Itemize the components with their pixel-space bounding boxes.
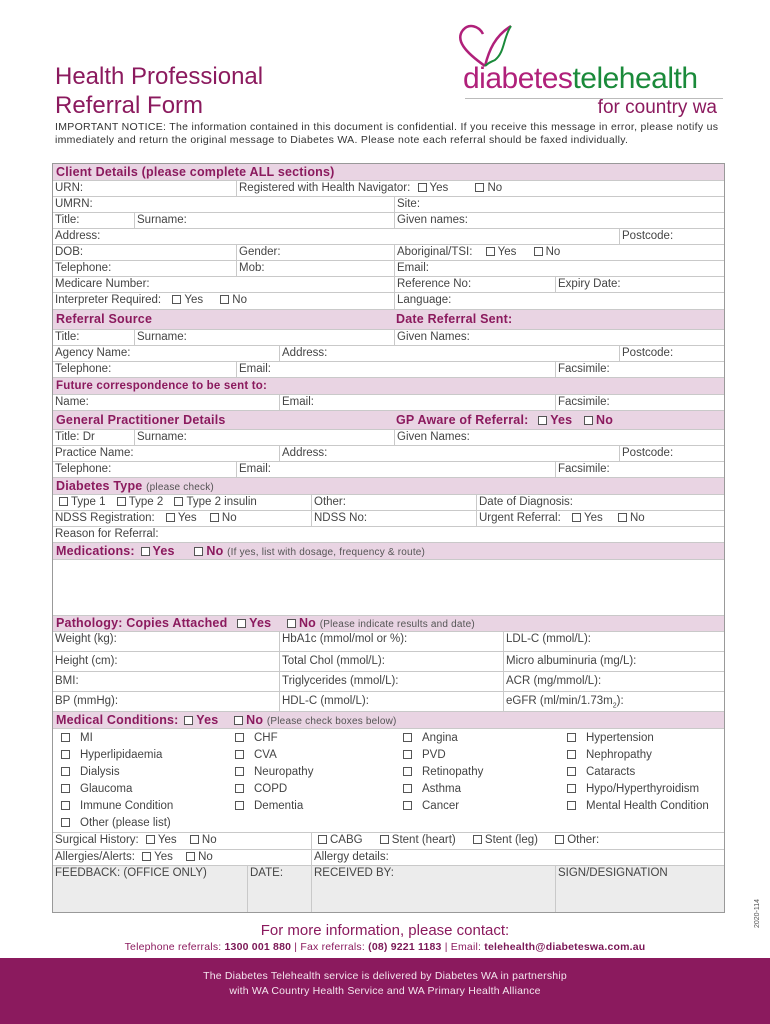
gp-aware-no-checkbox[interactable] xyxy=(584,416,593,425)
condition-checkbox[interactable] xyxy=(61,750,70,759)
medications-textarea[interactable] xyxy=(53,560,724,616)
condition-checkbox[interactable] xyxy=(235,750,244,759)
condition-label: Dialysis xyxy=(80,766,120,778)
referrer-facsimile-field[interactable]: Facsimile: xyxy=(555,362,726,377)
expiry-date-field[interactable]: Expiry Date: xyxy=(555,277,726,292)
referral-source-header: Referral Source Date Referral Sent: xyxy=(53,310,724,330)
condition-label: Hypo/Hyperthyroidism xyxy=(586,783,700,795)
referrer-given-names-field[interactable]: Given Names: xyxy=(394,330,726,345)
condition-item xyxy=(231,799,303,814)
practice-name-field[interactable]: Practice Name: xyxy=(55,447,134,459)
condition-item xyxy=(399,765,483,780)
condition-item xyxy=(57,748,162,763)
ndss-yes-checkbox[interactable] xyxy=(166,513,175,522)
condition-item xyxy=(57,816,171,831)
condition-label: PVD xyxy=(422,749,446,761)
contact-details: Telephone referrals: 1300 001 880 | Fax referrals: (08) 9221 1183 | Email: telehealth@diabeteswa.com.au xyxy=(124,941,646,953)
referrer-title-field[interactable]: Title: xyxy=(55,331,80,343)
urgent-referral-field: Urgent Referral: Yes No xyxy=(476,511,726,526)
referrer-email-field[interactable]: Email: xyxy=(236,362,555,377)
condition-label: Angina xyxy=(422,732,458,744)
allergy-details-field[interactable]: Allergy details: xyxy=(311,850,726,865)
condition-label: Cancer xyxy=(422,800,460,812)
allergies-no-checkbox[interactable] xyxy=(186,852,195,861)
row-client-name xyxy=(53,213,724,229)
micro-albuminuria-field[interactable]: Micro albuminuria (mg/L): xyxy=(503,652,726,671)
condition-item xyxy=(563,748,652,763)
form-code: 2020-114 xyxy=(754,898,761,928)
acr-field[interactable]: ACR (mg/mmol/L): xyxy=(503,672,726,691)
diabetes-telehealth-logo: diabetestelehealth for country wa xyxy=(455,22,725,122)
urn-field[interactable]: URN: xyxy=(55,182,84,194)
feedback-field[interactable]: FEEDBACK: (OFFICE ONLY) xyxy=(55,867,207,879)
condition-checkbox[interactable] xyxy=(403,733,412,742)
agency-name-field[interactable]: Agency Name: xyxy=(55,347,131,359)
row-reason xyxy=(53,527,724,543)
condition-item xyxy=(399,748,446,763)
condition-item xyxy=(57,782,132,797)
medical-conditions-header: Medical Conditions: Yes No (Please check boxes below) xyxy=(53,712,724,729)
row-umrn xyxy=(53,197,724,213)
interpreter-no-checkbox[interactable] xyxy=(220,295,229,304)
row-client-telephone xyxy=(53,261,724,277)
condition-item xyxy=(563,765,635,780)
condition-label: COPD xyxy=(254,783,288,795)
row-urn xyxy=(53,181,724,197)
condition-checkbox[interactable] xyxy=(235,767,244,776)
egfr-field[interactable]: eGFR $(ml/\min/1.73m_2)$: xyxy=(503,692,726,711)
condition-checkbox[interactable] xyxy=(61,818,70,827)
medicare-number-field[interactable]: Medicare Number: xyxy=(55,278,150,290)
condition-checkbox[interactable] xyxy=(61,801,70,810)
pathology-header: Pathology: Copies Attached Yes No (Please indicate results and date) xyxy=(53,616,724,632)
condition-item xyxy=(399,782,461,797)
condition-item xyxy=(563,731,654,746)
condition-item xyxy=(231,748,277,763)
referral-form xyxy=(52,163,725,913)
row-referrer-contact xyxy=(53,362,724,378)
client-given-names-field[interactable]: Given names: xyxy=(394,213,726,228)
condition-label: Glaucoma xyxy=(80,783,133,795)
row-weight xyxy=(53,632,724,652)
conditions-yes-checkbox[interactable] xyxy=(184,716,193,725)
type1-checkbox[interactable] xyxy=(59,497,68,506)
client-address-field[interactable]: Address: xyxy=(55,230,101,242)
medical-conditions-list xyxy=(53,729,724,833)
condition-item xyxy=(231,782,287,797)
client-title-field[interactable]: Title: xyxy=(55,214,80,226)
navigator-no-checkbox[interactable] xyxy=(475,183,484,192)
condition-checkbox[interactable] xyxy=(403,767,412,776)
aboriginal-tsi-field: Aboriginal/TSI: Yes No xyxy=(394,245,726,260)
medications-header: Medications: Yes No (If yes, list with dosage, frequency & route) xyxy=(53,543,724,560)
dob-field[interactable]: DOB: xyxy=(55,246,84,258)
triglycerides-field[interactable]: Triglycerides (mmol/L): xyxy=(279,672,503,691)
condition-item xyxy=(231,731,278,746)
urgent-yes-checkbox[interactable] xyxy=(572,513,581,522)
correspondence-facsimile-field[interactable]: Facsimile: xyxy=(555,395,726,410)
ndss-number-field[interactable]: NDSS No: xyxy=(311,511,476,526)
type2-checkbox[interactable] xyxy=(117,497,126,506)
condition-label: Mental Health Condition xyxy=(586,800,709,812)
correspondence-email-field[interactable]: Email: xyxy=(279,395,555,410)
medications-no-checkbox[interactable] xyxy=(194,547,203,556)
condition-label: Dementia xyxy=(254,800,304,812)
row-gp-name xyxy=(53,430,724,446)
type2-insulin-checkbox[interactable] xyxy=(174,497,183,506)
gp-email-field[interactable]: Email: xyxy=(236,462,555,477)
condition-label: Hypertension xyxy=(586,732,654,744)
condition-checkbox[interactable] xyxy=(567,784,576,793)
contact-title: For more information, please contact: xyxy=(260,922,510,939)
office-use-section xyxy=(53,866,724,912)
condition-item xyxy=(57,799,173,814)
condition-label: Cataracts xyxy=(586,766,636,778)
condition-item xyxy=(231,765,313,780)
row-correspondence xyxy=(53,395,724,411)
aboriginal-no-checkbox[interactable] xyxy=(534,247,543,256)
important-notice: IMPORTANT NOTICE: The information contained in this document is confidential. If you receive this message in error, please notify us immediately and return the original message to Diabetes WA. Please note each referral should be faxed individually. xyxy=(55,121,719,146)
condition-checkbox[interactable] xyxy=(235,801,244,810)
condition-label: Hyperlipidaemia xyxy=(80,749,163,761)
gp-aware-yes-checkbox[interactable] xyxy=(538,416,547,425)
client-email-field[interactable]: Email: xyxy=(394,261,726,276)
weight-field[interactable]: Weight (kg): xyxy=(55,633,117,645)
client-postcode-field[interactable]: Postcode: xyxy=(619,229,726,244)
condition-label: Neuropathy xyxy=(254,766,314,778)
form-title: Health Professional Referral Form xyxy=(55,63,264,119)
urgent-no-checkbox[interactable] xyxy=(618,513,627,522)
stent-leg-checkbox[interactable] xyxy=(473,835,482,844)
practice-address-field[interactable]: Address: xyxy=(279,446,619,461)
email-link[interactable]: telehealth@diabeteswa.com.au xyxy=(484,941,646,953)
diabetes-type-header: Diabetes Type (please check) xyxy=(53,478,724,495)
future-correspondence-header: Future correspondence to be sent to: xyxy=(53,378,724,395)
allergies-yes-checkbox[interactable] xyxy=(142,852,151,861)
diagnosis-date-field[interactable]: Date of Diagnosis: xyxy=(476,495,726,510)
gp-given-names-field[interactable]: Given Names: xyxy=(394,430,726,445)
condition-label: Asthma xyxy=(422,783,461,795)
row-diabetes-type: Type 1 Type 2 Type 2 insulin Other: Date of Diagnosis: xyxy=(53,495,724,511)
bp-field[interactable]: BP (mmHg): xyxy=(55,695,119,707)
cabg-checkbox[interactable] xyxy=(318,835,327,844)
site-field[interactable]: Site: xyxy=(394,197,726,212)
row-referrer-name xyxy=(53,330,724,346)
row-gp-contact xyxy=(53,462,724,478)
date-referral-sent-field[interactable]: Date Referral Sent: xyxy=(396,312,513,326)
practice-postcode-field[interactable]: Postcode: xyxy=(619,446,726,461)
gp-telephone-field[interactable]: Telephone: xyxy=(55,463,112,475)
pathology-no-checkbox[interactable] xyxy=(287,619,296,628)
gp-details-header: General Practitioner Details GP Aware of Referral: Yes No xyxy=(53,411,724,430)
reason-for-referral-field[interactable]: Reason for Referral: xyxy=(55,528,159,540)
interpreter-yes-checkbox[interactable] xyxy=(172,295,181,304)
condition-item xyxy=(57,765,120,780)
condition-item xyxy=(563,782,699,797)
health-navigator-field: Registered with Health Navigator: Yes No xyxy=(236,181,726,196)
condition-checkbox[interactable] xyxy=(567,733,576,742)
condition-checkbox[interactable] xyxy=(61,767,70,776)
pathology-yes-checkbox[interactable] xyxy=(237,619,246,628)
stent-heart-checkbox[interactable] xyxy=(380,835,389,844)
umrn-field[interactable]: UMRN: xyxy=(55,198,93,210)
condition-checkbox[interactable] xyxy=(403,801,412,810)
footer-banner: The Diabetes Telehealth service is delivered by Diabetes WA in partnership with WA Country Health Service and WA Primary Health Alliance xyxy=(0,958,770,1024)
condition-checkbox[interactable] xyxy=(61,784,70,793)
correspondence-name-field[interactable]: Name: xyxy=(55,396,89,408)
bmi-field[interactable]: BMI: xyxy=(55,675,79,687)
condition-checkbox[interactable] xyxy=(567,801,576,810)
client-details-header: Client Details (please complete ALL sections) xyxy=(53,164,724,181)
condition-item xyxy=(399,799,459,814)
condition-checkbox[interactable] xyxy=(567,750,576,759)
hba1c-field[interactable]: HbA1c (mmol/mol or %): xyxy=(279,632,503,651)
condition-label: CHF xyxy=(254,732,278,744)
row-ndss: NDSS Registration: Yes No NDSS No: Urgent Referral: Yes No xyxy=(53,511,724,527)
condition-item xyxy=(563,799,709,814)
total-chol-field[interactable]: Total Chol (mmol/L): xyxy=(279,652,503,671)
condition-label: Nephropathy xyxy=(586,749,652,761)
client-surname-field[interactable]: Surname: xyxy=(134,213,394,228)
referrer-telephone-field[interactable]: Telephone: xyxy=(55,363,112,375)
client-telephone-field[interactable]: Telephone: xyxy=(55,262,112,274)
condition-checkbox[interactable] xyxy=(61,733,70,742)
row-medicare xyxy=(53,277,724,293)
condition-label: MI xyxy=(80,732,93,744)
condition-item xyxy=(399,731,458,746)
row-practice xyxy=(53,446,724,462)
row-bp xyxy=(53,692,724,712)
row-bmi xyxy=(53,672,724,692)
surgical-yes-checkbox[interactable] xyxy=(146,835,155,844)
office-date-field[interactable]: DATE: xyxy=(247,866,311,912)
ndss-no-checkbox[interactable] xyxy=(210,513,219,522)
agency-address-field[interactable]: Address: xyxy=(279,346,619,361)
condition-label: Retinopathy xyxy=(422,766,484,778)
condition-label: Immune Condition xyxy=(80,800,174,812)
height-field[interactable]: Height (cm): xyxy=(55,655,118,667)
condition-checkbox[interactable] xyxy=(235,733,244,742)
gp-surname-field[interactable]: Surname: xyxy=(134,430,394,445)
gender-field[interactable]: Gender: xyxy=(236,245,394,260)
referrer-surname-field[interactable]: Surname: xyxy=(134,330,394,345)
hdl-field[interactable]: HDL-C (mmol/L): xyxy=(279,692,503,711)
row-height xyxy=(53,652,724,672)
reference-number-field[interactable]: Reference No: xyxy=(394,277,555,292)
gp-facsimile-field[interactable]: Facsimile: xyxy=(555,462,726,477)
row-agency xyxy=(53,346,724,362)
interpreter-field: Interpreter Required: Yes No xyxy=(55,294,247,306)
surgical-other-checkbox[interactable] xyxy=(555,835,564,844)
condition-checkbox[interactable] xyxy=(403,784,412,793)
language-field[interactable]: Language: xyxy=(394,293,726,309)
medications-yes-checkbox[interactable] xyxy=(141,547,150,556)
condition-label: Other (please list) xyxy=(80,817,171,829)
row-allergies: Allergies/Alerts: Yes No Allergy details: xyxy=(53,850,724,866)
condition-checkbox[interactable] xyxy=(403,750,412,759)
navigator-yes-checkbox[interactable] xyxy=(418,183,427,192)
aboriginal-yes-checkbox[interactable] xyxy=(486,247,495,256)
row-dob xyxy=(53,245,724,261)
sign-designation-field[interactable]: SIGN/DESIGNATION xyxy=(555,866,726,912)
row-interpreter xyxy=(53,293,724,310)
fax-number[interactable]: (08) 9221 1183 xyxy=(368,941,442,953)
gp-title-field[interactable]: Title: Dr xyxy=(55,431,95,443)
condition-checkbox[interactable] xyxy=(567,767,576,776)
client-mobile-field[interactable]: Mob: xyxy=(236,261,394,276)
agency-postcode-field[interactable]: Postcode: xyxy=(619,346,726,361)
ldl-field[interactable]: LDL-C (mmol/L): xyxy=(503,632,726,651)
row-client-address xyxy=(53,229,724,245)
conditions-no-checkbox[interactable] xyxy=(234,716,243,725)
condition-item xyxy=(57,731,93,746)
diabetes-other-field[interactable]: Other: xyxy=(311,495,476,510)
row-surgical-history: Surgical History: Yes No CABG Stent (heart) Stent (leg) Other: xyxy=(53,833,724,850)
condition-label: CVA xyxy=(254,749,277,761)
telephone-number[interactable]: 1300 001 880 xyxy=(224,941,292,953)
condition-checkbox[interactable] xyxy=(235,784,244,793)
surgical-no-checkbox[interactable] xyxy=(190,835,199,844)
received-by-field[interactable]: RECEIVED BY: xyxy=(311,866,555,912)
